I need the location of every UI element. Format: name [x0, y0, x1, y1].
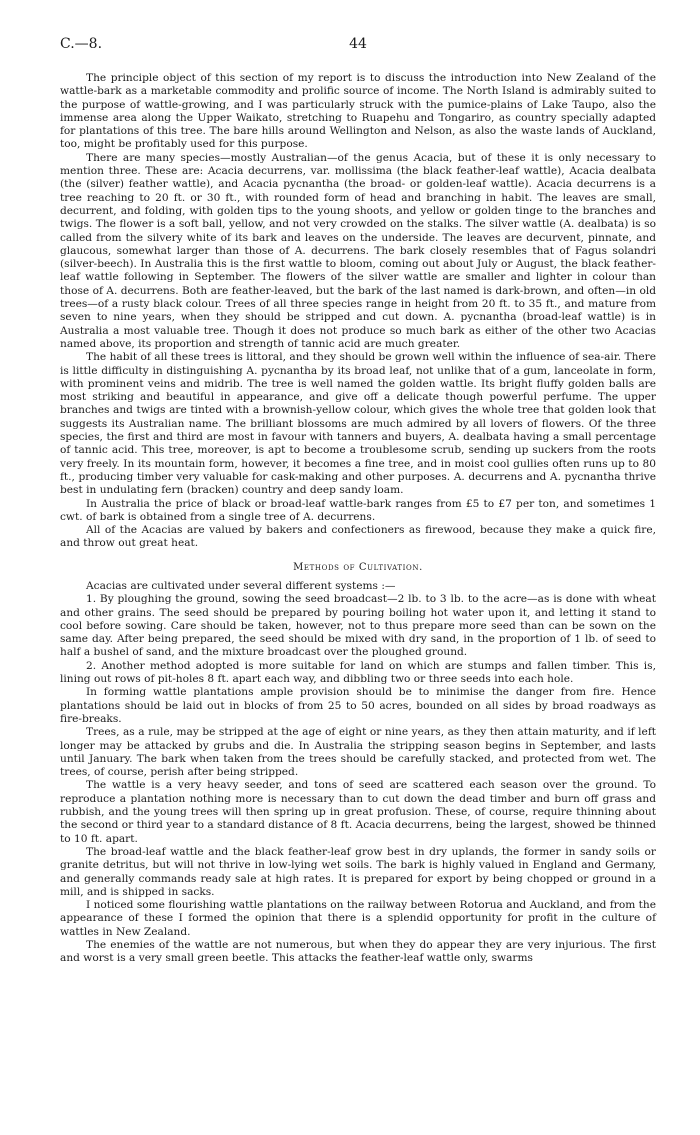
paragraph: There are many species—mostly Australian—of the genus Acacia, but of these it is only necessary to mention three. These are: Acacia decurrens, var. mollissima (the black feather-leaf wattle), Acacia dealbata (the (silver) feather wattle), and Acacia pycnantha (the broad- or golden-leaf wattle). Acacia decurrens is a tree reaching to 20 ft. or 30 ft., with rounded form of head and branching in habit. The leaves are small, decurrent, and folding, with golden tips to the young shoots, and yellow or golden tinge to the branches and twigs. The flower is a soft ball, yellow, and not very crowded on the stalks. The silver wattle (A. dealbata) is so called from the silvery white of its bark and leaves on the underside. The leaves are decurvent, pinnate, and glaucous, somewhat larger than those of A. decurrens. The bark closely resembles that of Fagus solandri (silver-beech). In Australia this is the first wattle to bloom, coming out about July or August, the black feather-leaf wattle following in September. The flowers of the silver wattle are smaller and lighter in colour than those of A. decurrens. Both are feather-leaved, but the bark of the last named is dark-brown, and often—in old trees—of a rusty black colour. Trees of all three species range in height from 20 ft. to 35 ft., and mature from seven to nine years, when they should be stripped and cut down. A. pycnantha (broad-leaf wattle) is in Australia a most valuable tree. Though it does not produce so much bark as either of the other two Acacias named above, its proportion and strength of tannic acid are much greater. — [60, 151, 656, 350]
page-number: 44 — [349, 36, 367, 52]
paragraph: 1. By ploughing the ground, sowing the seed broadcast—2 lb. to 3 lb. to the acre—as is done with wheat and other grains. The seed should be prepared by pouring boiling hot water upon it, and letting it stand to cool before sowing. Care should be taken, however, not to thus prepare more seed than can be sown on the same day. After being prepared, the seed should be mixed with dry sand, in the proportion of 1 lb. of seed to half a bushel of sand, and the mixture broadcast over the ploughed ground. — [60, 593, 656, 659]
body-text — [60, 72, 656, 966]
paragraph: The enemies of the wattle are not numerous, but when they do appear they are very injurious. The first and worst is a very small green beetle. This attacks the feather-leaf wattle only, swarms — [60, 939, 656, 965]
paragraph: I noticed some flourishing wattle plantations on the railway between Rotorua and Auckland, and from the appearance of these I formed the opinion that there is a splendid opportunity for profit in the culture of wattles in New Zealand. — [60, 899, 656, 938]
paragraph: In forming wattle plantations ample provision should be to minimise the danger from fire. Hence plantations should be laid out in blocks of from 25 to 50 acres, bounded on all sides by broad roadways as fire-breaks. — [60, 686, 656, 725]
section-heading: Methods of Cultivation. — [293, 561, 423, 573]
paragraph: The habit of all these trees is littoral, and they should be grown well within the influence of sea-air. There is little difficulty in distinguishing A. pycnantha by its broad leaf, not unlike that of a gum, lanceolate in form, with prominent veins and midrib. The tree is well named the golden wattle. Its bright fluffy golden balls are most striking and beautiful in appearance, and give off a delicate though powerful perfume. The upper branches and twigs are tinted with a brownish-yellow colour, which gives the whole tree that golden look that suggests its Australian name. The brilliant blossoms are much admired by all lovers of flowers. Of the three species, the first and third are most in favour with tanners and buyers, A. dealbata having a small percentage of tannic acid. This tree, moreover, is apt to become a troublesome scrub, sending up suckers from the roots very freely. In its mountain form, however, it becomes a fine tree, and in moist cool gullies often runs up to 80 ft., producing timber very valuable for cask-making and other purposes. A. decurrens and A. pycnantha thrive best in undulating fern (bracken) country and deep sandy loam. — [60, 351, 656, 497]
paragraph: 2. Another method adopted is more suitable for land on which are stumps and fallen timber. This is, lining out rows of pit-holes 8 ft. apart each way, and dibbling two or three seeds into each hole. — [60, 659, 656, 686]
paragraph: Acacias are cultivated under several different systems :— — [86, 579, 396, 592]
paragraph: Trees, as a rule, may be stripped at the age of eight or nine years, as they then attain maturity, and if left longer may be attacked by grubs and die. In Australia the stripping season begins in September, and lasts until January. The bark when taken from the trees should be carefully stacked, and protected from wet. The trees, of course, perish after being stripped. — [60, 726, 656, 779]
document-reference: C.—8. — [60, 36, 103, 52]
page-header — [60, 30, 656, 54]
paragraph: All of the Acacias are valued by bakers and confectioners as firewood, because they make a quick fire, and throw out great heat. — [60, 524, 656, 550]
paragraph: The principle object of this section of my report is to discuss the introduction into New Zealand of the wattle-bark as a marketable commodity and prolific source of income. The North Island is admirably suited to the purpose of wattle-growing, and I was particularly struck with the pumice-plains of Lake Taupo, also the immense area along the Upper Waikato, stretching to Ruapehu and Tongariro, as country specially adapted for plantations of this tree. The bare hills around Wellington and Nelson, as also the waste lands of Auckland, too, might be profitably used for this purpose. — [60, 72, 656, 151]
paragraph: In Australia the price of black or broad-leaf wattle-bark ranges from £5 to £7 per ton, and sometimes 1 cwt. of bark is obtained from a single tree of A. decurrens. — [60, 497, 656, 523]
paragraph: The broad-leaf wattle and the black feather-leaf grow best in dry uplands, the former in sandy soils or granite detritus, but will not thrive in low-lying wet soils. The bark is highly valued in England and Germany, and generally commands ready sale at high rates. It is prepared for export by being chopped or ground in a mill, and is shipped in sacks. — [60, 845, 656, 898]
paragraph: The wattle is a very heavy seeder, and tons of seed are scattered each season over the ground. To reproduce a plantation nothing more is necessary than to cut down the dead timber and burn off grass and rubbish, and the young trees will then spring up in great profusion. These, of course, require thinning about the second or third year to a standard distance of 8 ft. Acacia decurrens, being the largest, showed be thinned to 10 ft. apart. — [60, 779, 656, 845]
